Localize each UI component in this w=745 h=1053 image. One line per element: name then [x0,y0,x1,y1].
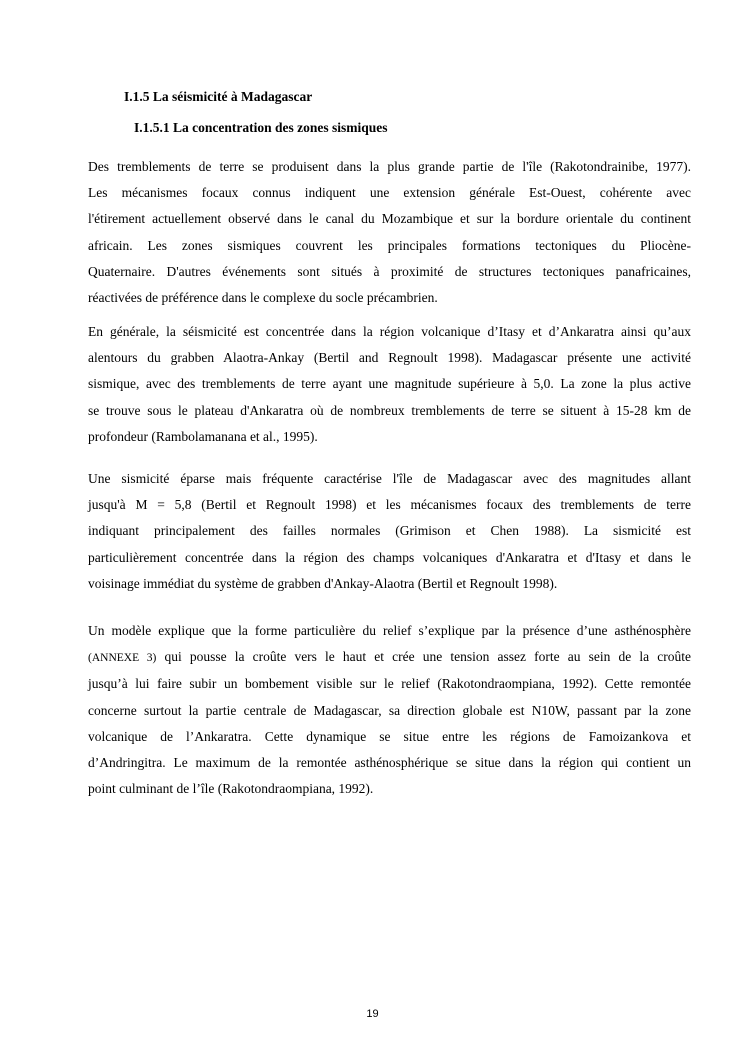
paragraph-line: l'étirement actuellement observé dans le canal du Mozambique et sur la bordure orientale du continent [88,211,691,227]
paragraph-line: d’Andringitra. Le maximum de la remontée asthénosphérique se situe dans la région qui contient un [88,755,691,771]
paragraph-line: En générale, la séismicité est concentrée dans la région volcanique d’Itasy et d’Ankaratra ainsi qu’aux [88,324,691,339]
paragraph-line: alentours du grabben Alaotra-Ankay (Bertil and Regnoult 1998). Madagascar présente une activité [88,350,691,366]
subsection-heading: I.1.5.1 La concentration des zones sismiques [134,120,388,135]
paragraph-line: Les mécanismes focaux connus indiquent une extension générale Est-Ouest, cohérente avec [88,185,691,201]
paragraph-line: Un modèle explique que la forme particulière du relief s’explique par la présence d’une asthénosphère [88,623,691,638]
paragraph-4 [88,618,691,802]
paragraph-line: Quaternaire. D'autres événements sont situés à proximité de structures tectoniques panafricaines, [88,263,691,279]
paragraph-line: Une sismicité éparse mais fréquente caractérise l'île de Madagascar avec des magnitudes allant [88,471,691,486]
paragraph-line-rest: qui pousse la croûte vers le haut et crée une tension assez forte au sein de la croûte [156,649,691,665]
paragraph-line: jusqu'à M = 5,8 (Bertil et Regnoult 1998) et les mécanismes focaux des tremblements de terre [88,497,691,513]
paragraph-line: sismique, avec des tremblements de terre ayant une magnitude supérieure à 5,0. La zone la plus active [88,376,691,392]
paragraph-line: se trouve sous le plateau d'Ankaratra où de nombreux tremblements de terre se situent à 15-28 km de [88,402,691,418]
annexe-reference: (ANNEXE 3) [88,652,157,665]
paragraph-line: jusqu’à lui faire subir un bombement visible sur le relief (Rakotondraompiana, 1992). Cette remontée [88,676,691,692]
paragraph-3 [88,466,691,597]
paragraph-line: réactivées de préférence dans le complexe du socle précambrien. [88,290,438,306]
paragraph-line: voisinage immédiat du système de grabben d'Ankay-Alaotra (Bertil et Regnoult 1998). [88,575,558,591]
page-number: 19 [366,1008,379,1020]
paragraph-line: point culminant de l’île (Rakotondraompiana, 1992). [88,781,374,797]
paragraph-1 [88,154,691,311]
paragraph-line: Des tremblements de terre se produisent dans la plus grande partie de l'île (Rakotondrainibe, 1977). [88,159,691,174]
paragraph-line: profondeur (Rambolamanana et al., 1995). [88,428,318,444]
paragraph-line-annexe [88,644,691,671]
paragraph-line: indiquant principalement des failles normales (Grimison et Chen 1988). La sismicité est [88,523,691,539]
paragraph-line: volcanique de l’Ankaratra. Cette dynamique se situe entre les régions de Famoizankova et [88,728,691,744]
paragraph-line: particulièrement concentrée dans la région des champs volcaniques d'Ankaratra et d'Itasy et dans le [88,549,691,565]
paragraph-2 [88,319,691,450]
paragraph-line: africain. Les zones sismiques couvrent les principales formations tectoniques du Pliocène- [88,237,691,253]
section-heading: I.1.5 La séismicité à Madagascar [124,89,313,104]
paragraph-line: concerne surtout la partie centrale de Madagascar, sa direction globale est N10W, passant par la zone [88,702,691,718]
